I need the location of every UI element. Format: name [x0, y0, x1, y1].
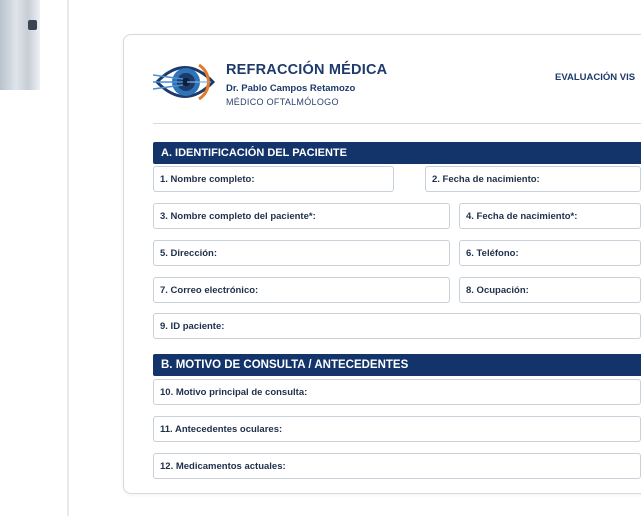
section-b-header: B. MOTIVO DE CONSULTA / ANTECEDENTES [153, 354, 641, 376]
patient-id-field[interactable]: 9. ID paciente: [153, 313, 641, 339]
page-divider [67, 0, 69, 516]
patient-name-field[interactable]: 3. Nombre completo del paciente*: [153, 203, 450, 229]
eye-refraction-logo-icon [153, 55, 217, 109]
full-name-field[interactable]: 1. Nombre completo: [153, 166, 394, 192]
evaluation-title: EVALUACIÓN VIS [555, 72, 636, 83]
birth-date-field[interactable]: 2. Fecha de nacimiento: [425, 166, 641, 192]
phone-field[interactable]: 6. Teléfono: [459, 240, 641, 266]
doctor-name: Dr. Pablo Campos Retamozo [226, 83, 356, 94]
ocular-history-field[interactable]: 11. Antecedentes oculares: [153, 416, 641, 442]
occupation-field[interactable]: 8. Ocupación: [459, 277, 641, 303]
patient-birth-date-field[interactable]: 4. Fecha de nacimiento*: [459, 203, 641, 229]
email-field[interactable]: 7. Correo electrónico: [153, 277, 450, 303]
consult-reason-field[interactable]: 10. Motivo principal de consulta: [153, 379, 641, 405]
header-rule [153, 123, 641, 124]
background-photo-strip [0, 0, 40, 90]
brand-title: REFRACCIÓN MÉDICA [226, 62, 388, 78]
doctor-specialty: MÉDICO OFTALMÓLOGO [226, 97, 339, 107]
current-medications-field[interactable]: 12. Medicamentos actuales: [153, 453, 641, 479]
section-a-header: A. IDENTIFICACIÓN DEL PACIENTE [153, 142, 641, 164]
photo-detail [28, 20, 37, 30]
address-field[interactable]: 5. Dirección: [153, 240, 450, 266]
